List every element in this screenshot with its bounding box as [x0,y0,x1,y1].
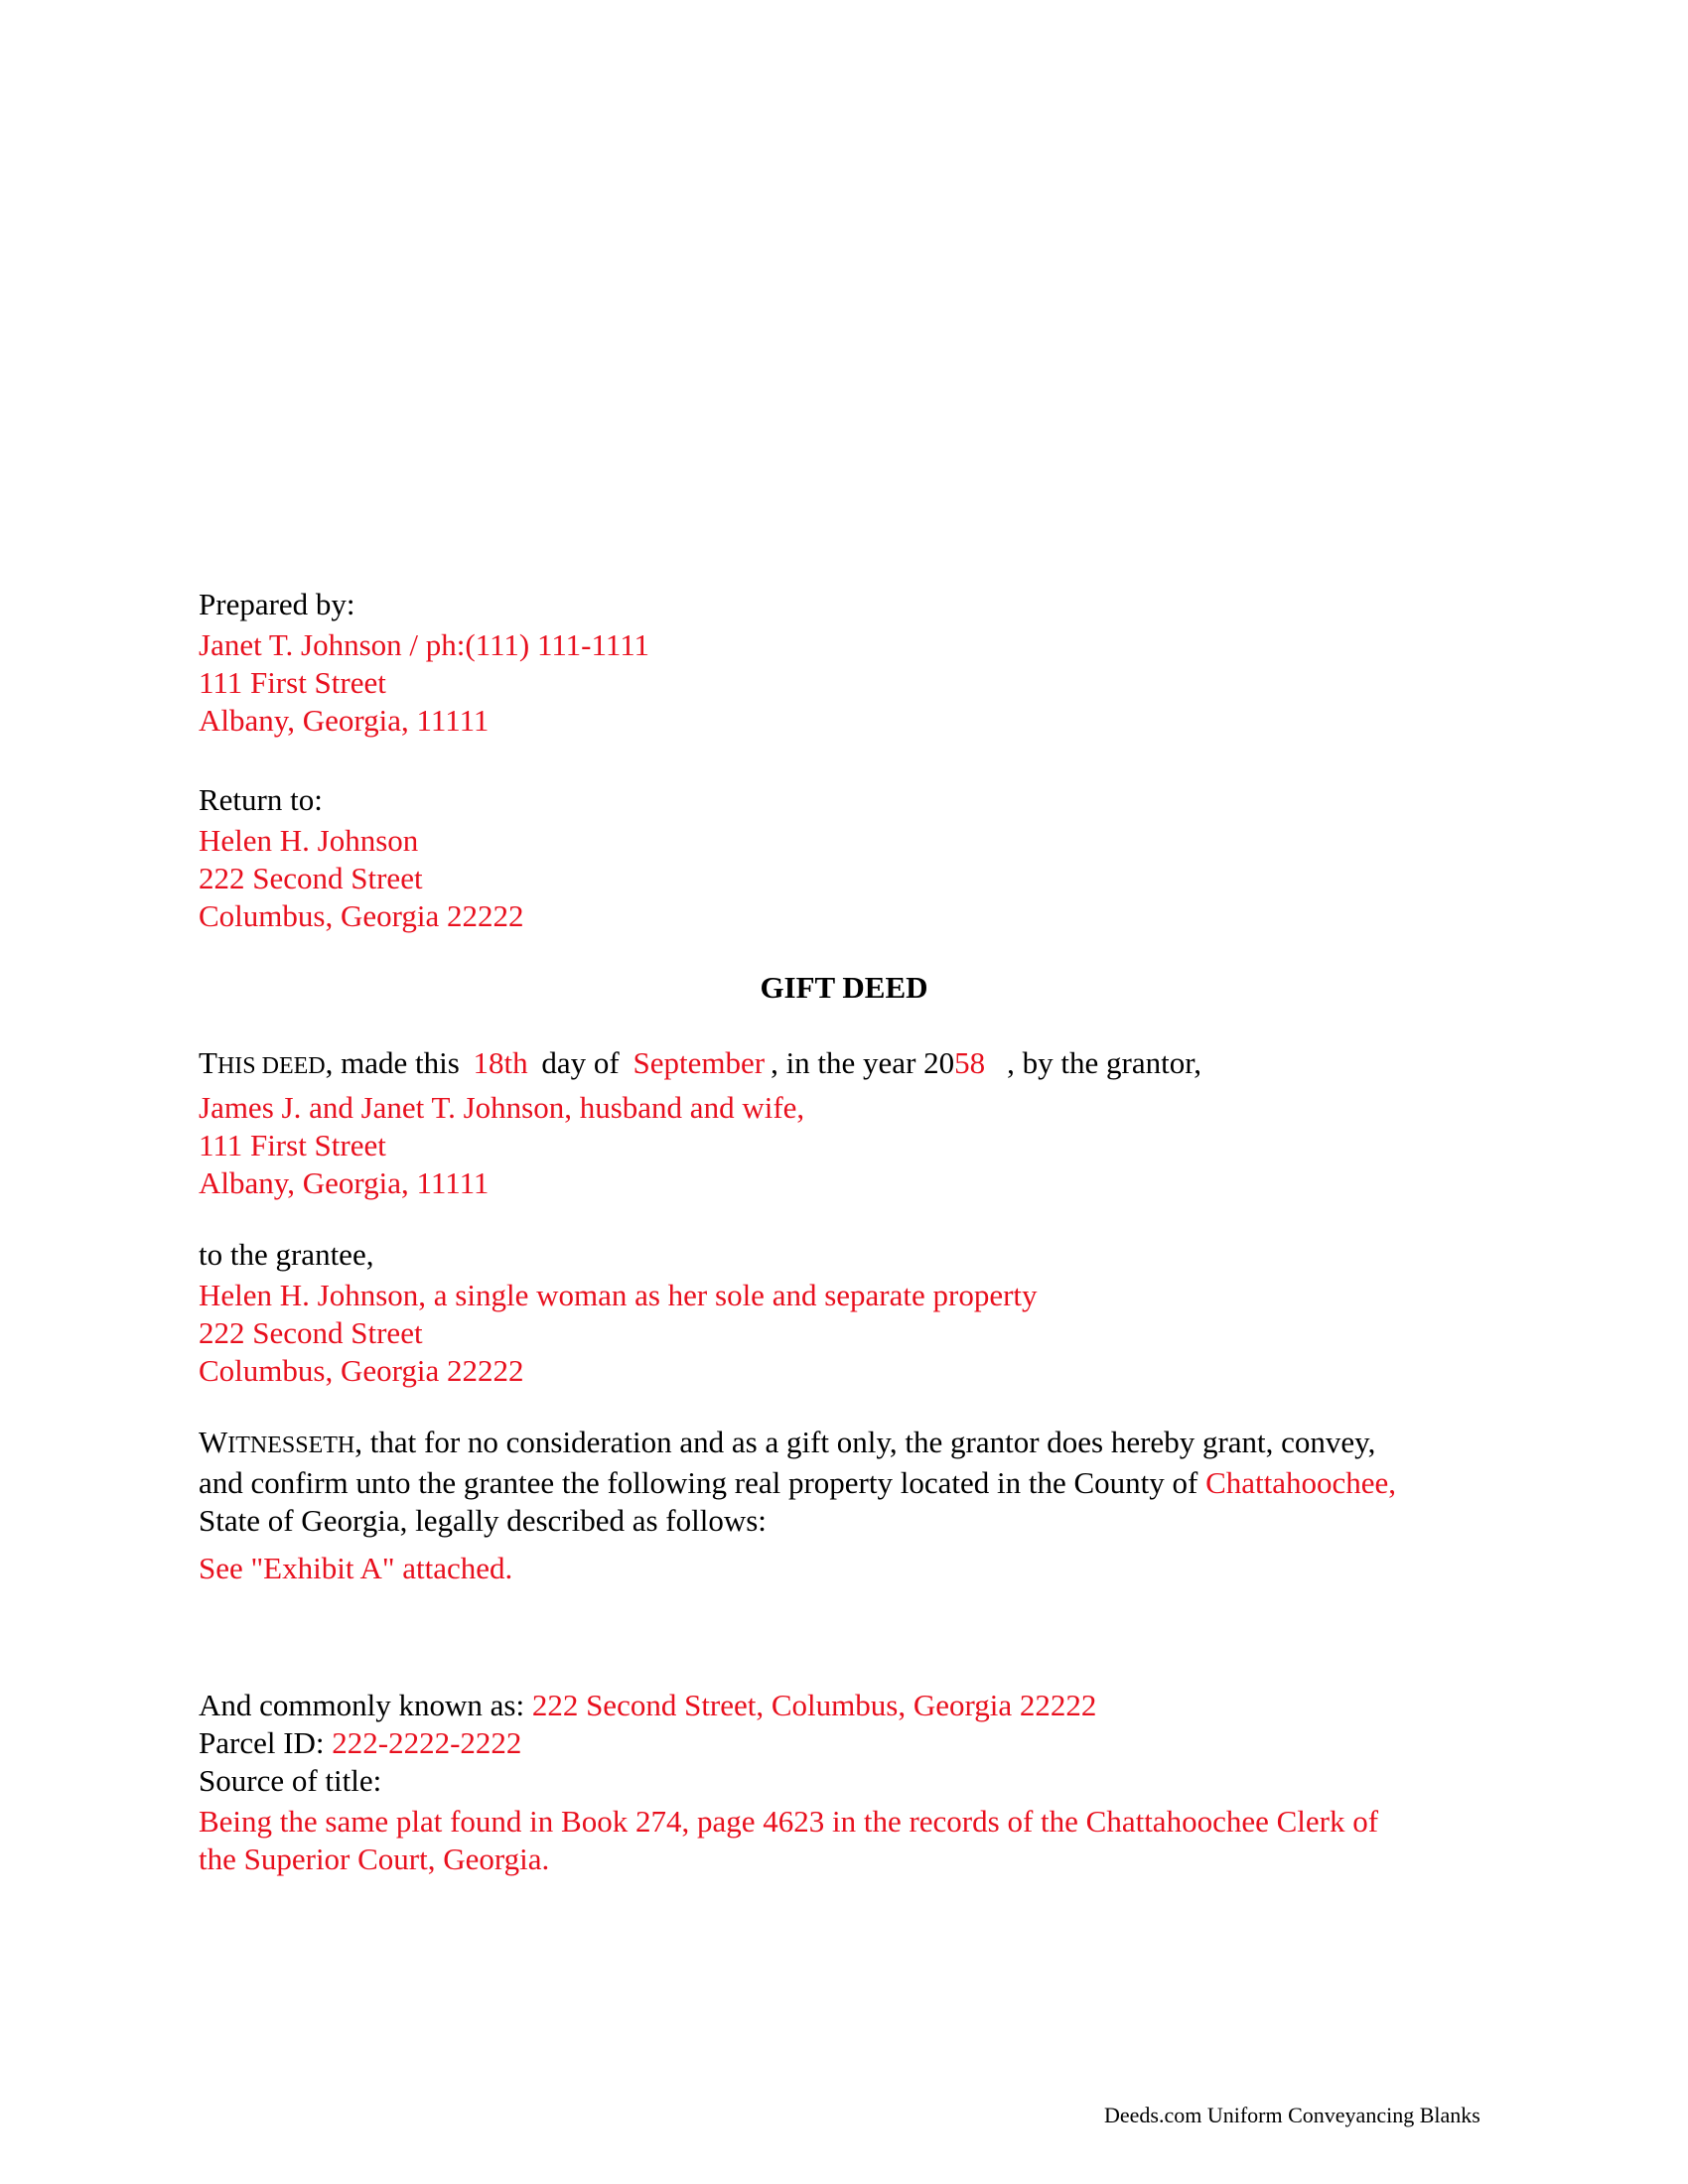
this-deed-rest: HIS DEED [216,1053,326,1079]
source-of-title-label: Source of title: [199,1763,382,1798]
county-name: Chattahoochee, [1205,1465,1397,1500]
deed-day: 18th [473,1045,528,1080]
grantee-city: Columbus, Georgia 22222 [199,1353,524,1388]
witnesseth-line-2 [199,1464,1499,1502]
grantor-city: Albany, Georgia, 11111 [199,1165,490,1200]
parcel-id-label: Parcel ID: [199,1725,333,1760]
document-title: GIFT DEED [760,970,928,1005]
legal-description: See "Exhibit A" attached. [199,1551,513,1585]
witnesseth-rest: ITNESSETH [227,1433,355,1458]
commonly-known-label: And commonly known as: [199,1688,532,1722]
witnesseth-line-3: State of Georgia, legally described as follows: [199,1503,767,1538]
prepared-by-label: Prepared by: [199,587,355,621]
witnesseth-paragraph [199,1424,1499,1540]
prepared-by-name-phone: Janet T. Johnson / ph:(111) 111-1111 [199,627,650,662]
prepared-by-address [199,626,1499,740]
source-of-title-text [199,1803,1499,1878]
return-to-street: 222 Second Street [199,861,423,895]
deed-month: September [633,1045,766,1080]
return-to-section [199,781,1499,935]
grantor-names: James J. and Janet T. Johnson, husband and wife, [199,1090,805,1125]
witnesseth-text-2: and confirm unto the grantee the following real property located in the County of [199,1465,1206,1500]
commonly-known-line [199,1687,1499,1724]
grantor-address [199,1089,1499,1202]
year-prefix-text: , in the year 20 [771,1045,955,1080]
grantee-address [199,1277,1499,1390]
witnesseth-text-1: , that for no consideration and as a gift only, the grantor does hereby grant, convey, [354,1425,1376,1459]
commonly-known-value: 222 Second Street, Columbus, Georgia 22222 [531,1688,1097,1722]
grantee-street: 222 Second Street [199,1315,423,1350]
deed-document [199,586,1499,1878]
source-of-title-line-1: Being the same plat found in Book 274, page 4623 in the records of the Chattahoochee Clerk of [199,1804,1379,1839]
day-of-text: day of [541,1045,620,1080]
by-grantor-text: , by the grantor, [1007,1045,1202,1080]
return-to-address [199,822,1499,935]
this-deed-cap: T [199,1045,217,1080]
grantee-section [199,1236,1499,1390]
prepared-by-section [199,586,1499,740]
made-this-text: , made this [325,1045,460,1080]
parcel-id-value: 222-2222-2222 [332,1725,522,1760]
grantee-names: Helen H. Johnson, a single woman as her sole and separate property [199,1278,1038,1312]
witnesseth-cap: W [199,1425,228,1459]
grantee-label: to the grantee, [199,1237,374,1272]
source-of-title-line-2: the Superior Court, Georgia. [199,1842,550,1876]
parcel-id-line [199,1724,1499,1762]
return-to-name: Helen H. Johnson [199,823,419,858]
grantor-street: 111 First Street [199,1128,386,1162]
return-to-label: Return to: [199,782,323,817]
page-footer: Deeds.com Uniform Conveyancing Blanks [1104,2103,1480,2127]
prepared-by-city: Albany, Georgia, 11111 [199,703,490,738]
deed-date-line [199,1044,1499,1085]
deed-year-suffix: 58 [954,1045,986,1080]
witnesseth-line-1 [199,1424,1499,1464]
return-to-city: Columbus, Georgia 22222 [199,898,524,933]
prepared-by-street: 111 First Street [199,665,386,700]
